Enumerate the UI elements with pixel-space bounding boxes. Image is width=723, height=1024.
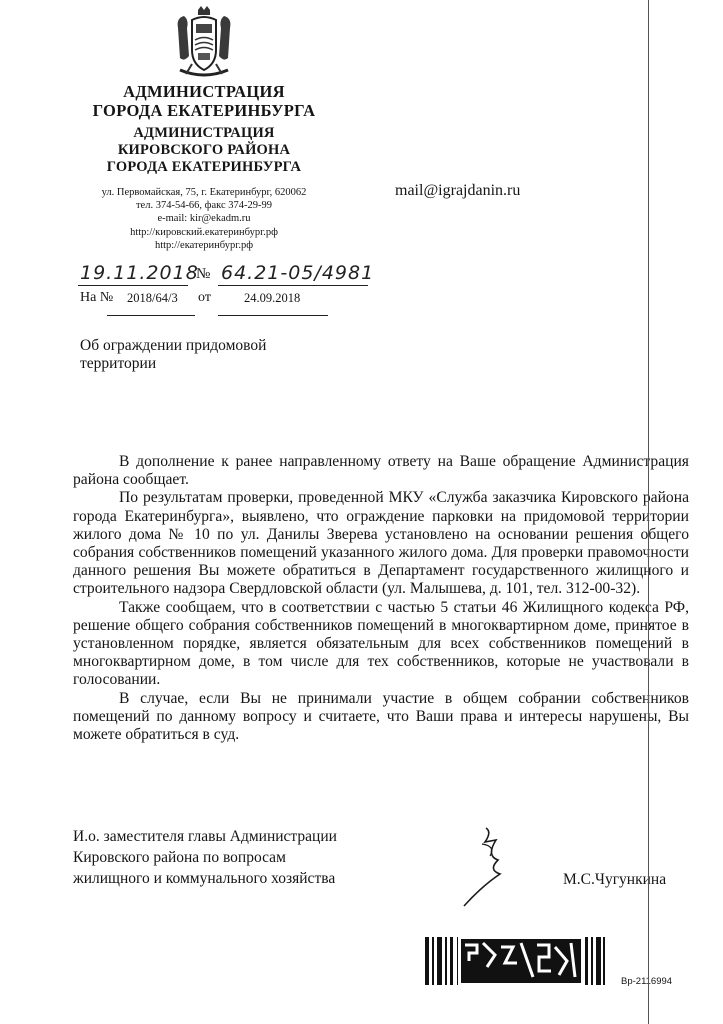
signer-position-line: Кировского района по вопросам xyxy=(73,849,286,866)
reference-from-label: от xyxy=(198,290,211,305)
recipient-email: mail@igrajdanin.ru xyxy=(395,182,521,199)
letter-body xyxy=(73,453,689,744)
barcode-icon xyxy=(425,937,605,985)
body-paragraph: В случае, если Вы не принимали участие в общем собрании собственников помещений по данному вопросу и считаете, что Ваши права и интересы нарушены, Вы можете обратиться в суд. xyxy=(73,689,689,744)
letter-subject: Об ограждении придомовой территории xyxy=(80,337,267,372)
contact-block xyxy=(70,186,338,252)
contact-site-district: http://кировский.екатеринбург.рф xyxy=(130,226,278,238)
district-line-3: ГОРОДА ЕКАТЕРИНБУРГА xyxy=(106,159,302,175)
reference-label: На № xyxy=(80,290,114,305)
body-paragraph: По результатам проверки, проведенной МКУ «Служба заказчика Кировского района города Екатеринбурга», выявлено, что ограждение парковки на придомовой территории жилого дома № 10 по ул. Данилы Зверева установлено на основании решения общего собрания собственников помещений указанного жилого дома. Для проверки правомочности данного решения Вы можете обратиться в Департамент государственного жилищного и строительного надзора Свердловской области (ул. Малышева, д. 101, тел. 312-00-32). xyxy=(73,489,689,598)
signer-position-line: И.о. заместителя главы Администрации xyxy=(73,828,337,845)
issuer-city-admin xyxy=(70,82,338,120)
reference-number: 2018/64/3 xyxy=(127,291,178,305)
issuer-line-1: АДМИНИСТРАЦИЯ xyxy=(123,82,285,101)
signer-name: М.С.Чугункина xyxy=(563,871,667,888)
signer-position xyxy=(73,826,337,889)
reference-date: 24.09.2018 xyxy=(244,291,301,305)
city-emblem-icon xyxy=(174,6,234,80)
registration-date: 19.11.2018 xyxy=(80,262,199,284)
body-paragraph: В дополнение к ранее направленному ответу на Ваше обращение Администрация района сообщает. xyxy=(73,453,689,489)
contact-email: e-mail: kir@ekadm.ru xyxy=(157,213,251,225)
contact-site-city: http://екатеринбург.рф xyxy=(154,239,254,251)
fold-line xyxy=(648,0,649,1024)
ref-date-underline xyxy=(218,315,328,316)
district-line-2: КИРОВСКОГО РАЙОНА xyxy=(117,142,291,158)
number-underline xyxy=(218,285,368,286)
date-underline xyxy=(78,285,188,286)
contact-address: ул. Первомайская, 75, г. Екатеринбург, 620062 xyxy=(101,187,307,198)
registration-number: 64.21-05/4981 xyxy=(221,262,375,284)
issuer-district-admin xyxy=(70,125,338,176)
ref-number-underline xyxy=(107,315,195,316)
contact-phone: тел. 374-54-66, факс 374-29-99 xyxy=(135,200,273,212)
district-line-1: АДМИНИСТРАЦИЯ xyxy=(133,125,275,141)
issuer-line-2: ГОРОДА ЕКАТЕРИНБУРГА xyxy=(92,101,316,120)
registration-number-label: № xyxy=(196,266,211,282)
handwritten-signature-icon xyxy=(452,826,522,908)
body-paragraph: Также сообщаем, что в соответствии с частью 5 статьи 46 Жилищного кодекса РФ, решение общего собрания собственников помещений в многоквартирном доме, принятое в установленном порядке, является обязательным для всех собственников помещений в многоквартирном доме, в том числе для тех собственников, которые не участвовали в голосовании. xyxy=(73,598,689,689)
document-id: Вр-2116994 xyxy=(621,976,673,987)
signer-position-line: жилищного и коммунального хозяйства xyxy=(73,870,336,887)
